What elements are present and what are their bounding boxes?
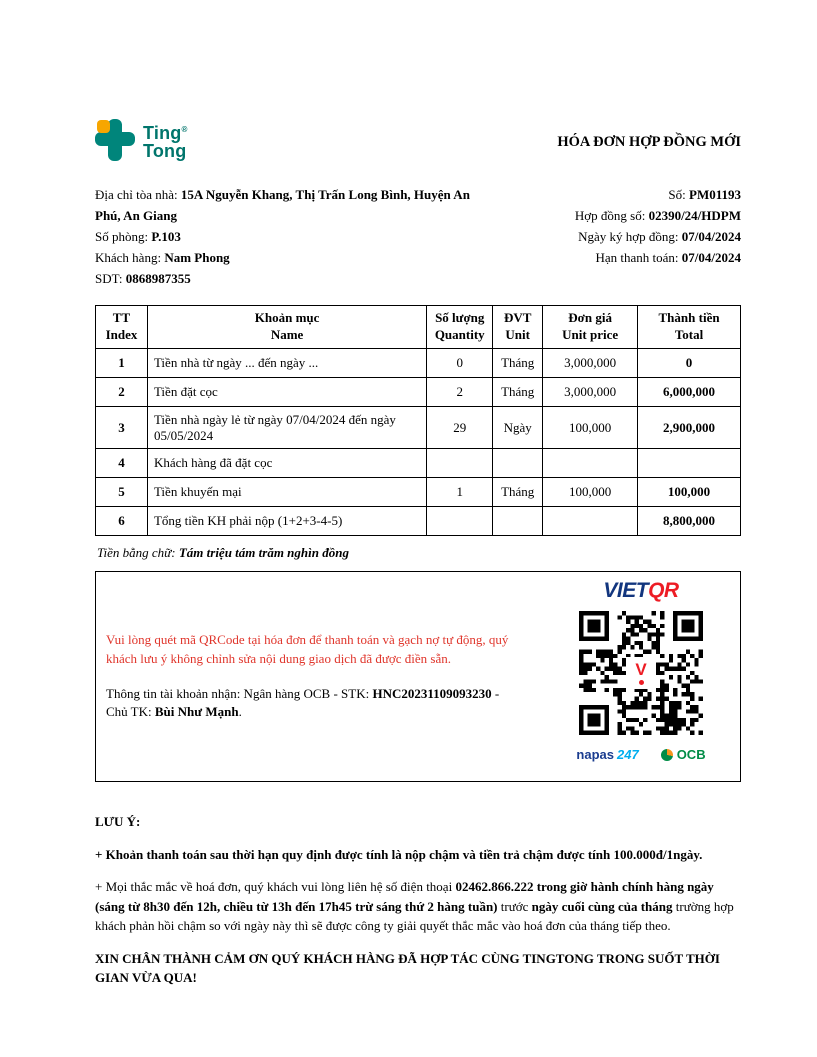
cell-name: Tổng tiền KH phải nộp (1+2+3-4-5) (147, 507, 426, 536)
payment-notice: Vui lòng quét mã QRCode tại hóa đơn để thanh toán và gạch nợ tự động, quý khách lưu ý không chỉnh sửa nội dung giao dịch đã được điền sẵn. (106, 631, 509, 666)
cell-name: Tiền nhà từ ngày ... đến ngày ... (147, 349, 426, 378)
table-row (96, 407, 741, 449)
contract-date-line: Ngày ký hợp đồng: 07/04/2024 (578, 229, 741, 245)
tingtong-logo-icon (95, 118, 135, 166)
table-row (96, 478, 741, 507)
invoice-info-right (575, 184, 741, 289)
napas-logo: napas 247 (576, 747, 639, 763)
invoice-info-left (95, 184, 473, 289)
cell-unit-price (543, 449, 638, 478)
cell-quantity (427, 449, 493, 478)
tingtong-logo-text (143, 124, 188, 161)
customer-name-line: Khách hàng: Nam Phong (95, 250, 230, 266)
invoice-page (95, 118, 741, 1001)
cell-index: 6 (96, 507, 148, 536)
cell-unit (493, 507, 543, 536)
col-header-quantity: Số lượng Quantity (427, 306, 493, 349)
cell-index: 3 (96, 407, 148, 449)
cell-name: Tiền đặt cọc (147, 378, 426, 407)
invoice-footer (95, 812, 741, 988)
table-row (96, 349, 741, 378)
payment-instructions (96, 572, 542, 781)
footer-note-2: + Mọi thắc mắc về hoá đơn, quý khách vui lòng liên hệ số điện thoại 02462.866.222 trong giờ hành chính hàng ngày (sáng từ 8h30 đến 12h, chiều từ 13h đến 17h45 trừ sáng thứ 2 hàng tuần) trước ngày cuối cùng của tháng trường hợp khách phản hồi chậm so với ngày này thì sẽ được công ty giải quyết thắc mắc vào hoá đơn của tháng tiếp theo. (95, 879, 734, 934)
cell-unit: Tháng (493, 378, 543, 407)
invoice-info (95, 184, 741, 289)
qr-panel (542, 572, 740, 781)
logo-line-1: Ting® (143, 122, 188, 143)
col-header-name: Khoản mục Name (147, 306, 426, 349)
cell-unit: Tháng (493, 478, 543, 507)
invoice-table (95, 305, 741, 536)
cell-quantity: 2 (427, 378, 493, 407)
amount-in-words-value: Tám triệu tám trăm nghìn đồng (178, 545, 349, 561)
cell-unit-price: 100,000 (543, 407, 638, 449)
cell-total (638, 449, 741, 478)
footer-note-1: + Khoản thanh toán sau thời hạn quy định được tính là nộp chậm và tiền trả chậm được tính 100.000đ/1ngày. (95, 846, 703, 862)
table-row (96, 449, 741, 478)
cell-unit-price: 100,000 (543, 478, 638, 507)
payment-qr-box (95, 571, 741, 782)
cell-unit: Tháng (493, 349, 543, 378)
table-row (96, 378, 741, 407)
cell-index: 5 (96, 478, 148, 507)
cell-name: Khách hàng đã đặt cọc (147, 449, 426, 478)
cell-total: 8,800,000 (638, 507, 741, 536)
amount-in-words (95, 536, 741, 571)
table-header-row (96, 306, 741, 349)
building-address-line: Địa chỉ tòa nhà: 15A Nguyễn Khang, Thị Trấn Long Bình, Huyện An Phú, An Giang (95, 187, 470, 224)
footer-note-title: LƯU Ý: (95, 814, 141, 830)
vietqr-logo: VIETQR (603, 579, 679, 603)
col-header-unit: ĐVT Unit (493, 306, 543, 349)
due-date-line: Hạn thanh toán: 07/04/2024 (595, 250, 741, 266)
registered-mark: ® (181, 124, 188, 134)
tingtong-logo (95, 118, 188, 166)
table-row (96, 507, 741, 536)
cell-total: 0 (638, 349, 741, 378)
cell-unit: Ngày (493, 407, 543, 449)
cell-unit-price: 3,000,000 (543, 378, 638, 407)
cell-quantity (427, 507, 493, 536)
account-holder: Bùi Như Mạnh (154, 704, 239, 720)
invoice-number-line: Số: PM01193 (668, 187, 741, 202)
cell-total: 6,000,000 (638, 378, 741, 407)
col-header-total: Thành tiền Total (638, 306, 741, 349)
invoice-title: HÓA ĐƠN HỢP ĐỒNG MỚI (557, 133, 741, 150)
qr-code (575, 607, 707, 739)
cell-name: Tiền nhà ngày lẻ từ ngày 07/04/2024 đến ngày 05/05/2024 (147, 407, 426, 449)
cell-total: 2,900,000 (638, 407, 741, 449)
payment-account-line: Thông tin tài khoản nhận: Ngân hàng OCB - STK: HNC20231109093230 - Chủ TK: Bùi Như Mạnh. (106, 685, 500, 720)
bank-logos (576, 747, 705, 762)
amount-in-words-label: Tiền bằng chữ: (97, 545, 179, 561)
invoice-header (95, 118, 741, 166)
cell-index: 1 (96, 349, 148, 378)
footer-thanks: XIN CHÂN THÀNH CẢM ƠN QUÝ KHÁCH HÀNG ĐÃ HỢP TÁC CÙNG TINGTONG TRONG SUỐT THỜI GIAN VỪA QUA! (95, 950, 720, 986)
vietqr-center-dot (639, 680, 644, 685)
ocb-logo-icon (661, 749, 673, 761)
vietqr-center-mark: V (626, 657, 656, 689)
cell-index: 2 (96, 378, 148, 407)
cell-unit-price: 3,000,000 (543, 349, 638, 378)
room-number-line: Số phòng: P.103 (95, 229, 181, 245)
logo-line-2: Tong (143, 141, 187, 161)
ocb-logo: OCB (661, 747, 706, 762)
col-header-index: TT Index (96, 306, 148, 349)
cell-quantity: 29 (427, 407, 493, 449)
cell-quantity: 0 (427, 349, 493, 378)
cell-unit-price (543, 507, 638, 536)
account-number: HNC20231109093230 (372, 685, 492, 701)
col-header-unit-price: Đơn giá Unit price (543, 306, 638, 349)
contract-number-line: Hợp đồng số: 02390/24/HDPM (574, 208, 741, 224)
cell-total: 100,000 (638, 478, 741, 507)
cell-unit (493, 449, 543, 478)
cell-name: Tiền khuyến mại (147, 478, 426, 507)
phone-line: SDT: 0868987355 (95, 271, 191, 287)
cell-quantity: 1 (427, 478, 493, 507)
cell-index: 4 (96, 449, 148, 478)
